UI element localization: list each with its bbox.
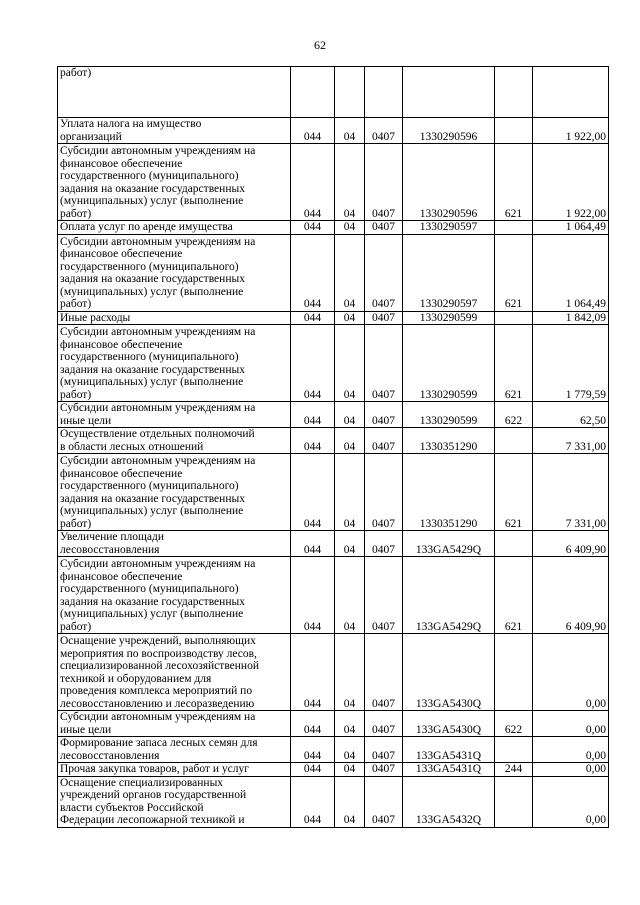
expense-type-cell (495, 221, 533, 235)
expense-type-cell (495, 118, 533, 144)
expense-type-cell: 621 (495, 557, 533, 634)
table-row (58, 711, 609, 737)
grbs-code-cell: 044 (291, 454, 335, 531)
grbs-code-cell (291, 67, 335, 118)
expense-type-cell (495, 428, 533, 454)
subsection-code-cell: 0407 (365, 144, 403, 221)
expense-name-cell: Увеличение площади лесовосстановления (58, 531, 291, 557)
target-article-cell: 1330351290 (403, 428, 495, 454)
target-article-cell: 133GA5430Q (403, 634, 495, 711)
section-code-cell: 04 (335, 221, 365, 235)
amount-cell: 62,50 (533, 402, 609, 428)
expense-type-cell (495, 311, 533, 325)
grbs-code-cell: 044 (291, 402, 335, 428)
table-row (58, 776, 609, 827)
target-article-cell: 1330290597 (403, 234, 495, 311)
amount-cell: 1 064,49 (533, 234, 609, 311)
subsection-code-cell: 0407 (365, 454, 403, 531)
expense-type-cell: 622 (495, 402, 533, 428)
table-row (58, 325, 609, 402)
amount-cell (533, 67, 609, 118)
expense-name-cell: Субсидии автономным учреждениям на иные цели (58, 402, 291, 428)
expense-type-cell: 244 (495, 763, 533, 777)
expense-name-cell: Субсидии автономным учреждениям на финансовое обеспечение государственного (муниципального) задания на оказание государственных (муниципальных) услуг (выполнение работ) (58, 454, 291, 531)
budget-table (57, 66, 609, 828)
expense-name-cell: Формирование запаса лесных семян для лесовосстановления (58, 737, 291, 763)
amount-cell: 1 064,49 (533, 221, 609, 235)
subsection-code-cell (365, 67, 403, 118)
grbs-code-cell: 044 (291, 737, 335, 763)
grbs-code-cell: 044 (291, 428, 335, 454)
table-row (58, 402, 609, 428)
section-code-cell: 04 (335, 557, 365, 634)
expense-name-cell: Оснащение учреждений, выполняющих мероприятия по воспроизводству лесов, специализированной лесохозяйственной техникой и оборудованием для проведения комплекса мероприятий по лесовосстановлению и лесоразведению (58, 634, 291, 711)
amount-cell: 0,00 (533, 763, 609, 777)
amount-cell: 1 922,00 (533, 118, 609, 144)
amount-cell: 1 842,09 (533, 311, 609, 325)
section-code-cell: 04 (335, 234, 365, 311)
expense-type-cell (495, 531, 533, 557)
expense-name-cell: Иные расходы (58, 311, 291, 325)
amount-cell: 1 922,00 (533, 144, 609, 221)
table-row (58, 234, 609, 311)
expense-name-cell: Субсидии автономным учреждениям на финансовое обеспечение государственного (муниципального) задания на оказание государственных (муниципальных) услуг (выполнение работ) (58, 325, 291, 402)
page-number: 62 (314, 38, 326, 52)
grbs-code-cell: 044 (291, 118, 335, 144)
amount-cell: 0,00 (533, 776, 609, 827)
section-code-cell: 04 (335, 776, 365, 827)
amount-cell: 0,00 (533, 737, 609, 763)
expense-type-cell: 621 (495, 144, 533, 221)
amount-cell: 6 409,90 (533, 531, 609, 557)
expense-type-cell (495, 776, 533, 827)
section-code-cell: 04 (335, 325, 365, 402)
target-article-cell: 133GA5430Q (403, 711, 495, 737)
subsection-code-cell: 0407 (365, 402, 403, 428)
expense-name-cell: Субсидии автономным учреждениям на финансовое обеспечение государственного (муниципального) задания на оказание государственных (муниципальных) услуг (выполнение работ) (58, 557, 291, 634)
amount-cell: 1 779,59 (533, 325, 609, 402)
table-row (58, 763, 609, 777)
table-row (58, 428, 609, 454)
subsection-code-cell: 0407 (365, 776, 403, 827)
expense-name-cell: Оплата услуг по аренде имущества (58, 221, 291, 235)
target-article-cell: 1330290599 (403, 311, 495, 325)
section-code-cell: 04 (335, 711, 365, 737)
expense-name-cell: Субсидии автономным учреждениям на иные цели (58, 711, 291, 737)
target-article-cell: 133GA5431Q (403, 763, 495, 777)
subsection-code-cell: 0407 (365, 557, 403, 634)
subsection-code-cell: 0407 (365, 634, 403, 711)
subsection-code-cell: 0407 (365, 221, 403, 235)
amount-cell: 7 331,00 (533, 454, 609, 531)
section-code-cell: 04 (335, 428, 365, 454)
target-article-cell: 133GA5429Q (403, 557, 495, 634)
expense-type-cell (495, 634, 533, 711)
expense-name-cell: Субсидии автономным учреждениям на финансовое обеспечение государственного (муниципального) задания на оказание государственных (муниципальных) услуг (выполнение работ) (58, 234, 291, 311)
expense-name-cell: работ) (58, 67, 291, 118)
grbs-code-cell: 044 (291, 311, 335, 325)
amount-cell: 7 331,00 (533, 428, 609, 454)
amount-cell: 6 409,90 (533, 557, 609, 634)
section-code-cell: 04 (335, 737, 365, 763)
table-row (58, 454, 609, 531)
subsection-code-cell: 0407 (365, 531, 403, 557)
expense-type-cell: 621 (495, 234, 533, 311)
table-row (58, 634, 609, 711)
grbs-code-cell: 044 (291, 634, 335, 711)
expense-name-cell: Уплата налога на имущество организаций (58, 118, 291, 144)
grbs-code-cell: 044 (291, 325, 335, 402)
table-row (58, 737, 609, 763)
expense-name-cell: Субсидии автономным учреждениям на финансовое обеспечение государственного (муниципального) задания на оказание государственных (муниципальных) услуг (выполнение работ) (58, 144, 291, 221)
amount-cell: 0,00 (533, 634, 609, 711)
target-article-cell: 1330290599 (403, 325, 495, 402)
section-code-cell: 04 (335, 634, 365, 711)
subsection-code-cell: 0407 (365, 763, 403, 777)
grbs-code-cell: 044 (291, 763, 335, 777)
table-row (58, 118, 609, 144)
grbs-code-cell: 044 (291, 144, 335, 221)
budget-table-body (58, 67, 609, 828)
target-article-cell: 133GA5432Q (403, 776, 495, 827)
target-article-cell: 1330290596 (403, 118, 495, 144)
section-code-cell: 04 (335, 454, 365, 531)
subsection-code-cell: 0407 (365, 428, 403, 454)
table-row (58, 221, 609, 235)
target-article-cell: 1330290599 (403, 402, 495, 428)
table-row (58, 144, 609, 221)
grbs-code-cell: 044 (291, 234, 335, 311)
expense-name-cell: Прочая закупка товаров, работ и услуг (58, 763, 291, 777)
subsection-code-cell: 0407 (365, 325, 403, 402)
target-article-cell (403, 67, 495, 118)
amount-cell: 0,00 (533, 711, 609, 737)
section-code-cell: 04 (335, 144, 365, 221)
expense-type-cell (495, 67, 533, 118)
target-article-cell: 133GA5431Q (403, 737, 495, 763)
expense-type-cell: 622 (495, 711, 533, 737)
section-code-cell: 04 (335, 531, 365, 557)
expense-name-cell: Оснащение специализированных учреждений органов государственной власти субъектов Российской Федерации лесопожарной техникой и (58, 776, 291, 827)
grbs-code-cell: 044 (291, 557, 335, 634)
grbs-code-cell: 044 (291, 531, 335, 557)
target-article-cell: 1330290596 (403, 144, 495, 221)
expense-type-cell: 621 (495, 454, 533, 531)
section-code-cell: 04 (335, 118, 365, 144)
section-code-cell: 04 (335, 402, 365, 428)
expense-type-cell (495, 737, 533, 763)
section-code-cell: 04 (335, 311, 365, 325)
grbs-code-cell: 044 (291, 221, 335, 235)
table-row (58, 531, 609, 557)
expense-name-cell: Осуществление отдельных полномочий в области лесных отношений (58, 428, 291, 454)
target-article-cell: 1330351290 (403, 454, 495, 531)
target-article-cell: 133GA5429Q (403, 531, 495, 557)
section-code-cell: 04 (335, 763, 365, 777)
subsection-code-cell: 0407 (365, 737, 403, 763)
table-row (58, 311, 609, 325)
section-code-cell (335, 67, 365, 118)
subsection-code-cell: 0407 (365, 234, 403, 311)
table-row (58, 557, 609, 634)
target-article-cell: 1330290597 (403, 221, 495, 235)
grbs-code-cell: 044 (291, 711, 335, 737)
expense-type-cell: 621 (495, 325, 533, 402)
subsection-code-cell: 0407 (365, 118, 403, 144)
subsection-code-cell: 0407 (365, 711, 403, 737)
grbs-code-cell: 044 (291, 776, 335, 827)
table-row (58, 67, 609, 118)
subsection-code-cell: 0407 (365, 311, 403, 325)
